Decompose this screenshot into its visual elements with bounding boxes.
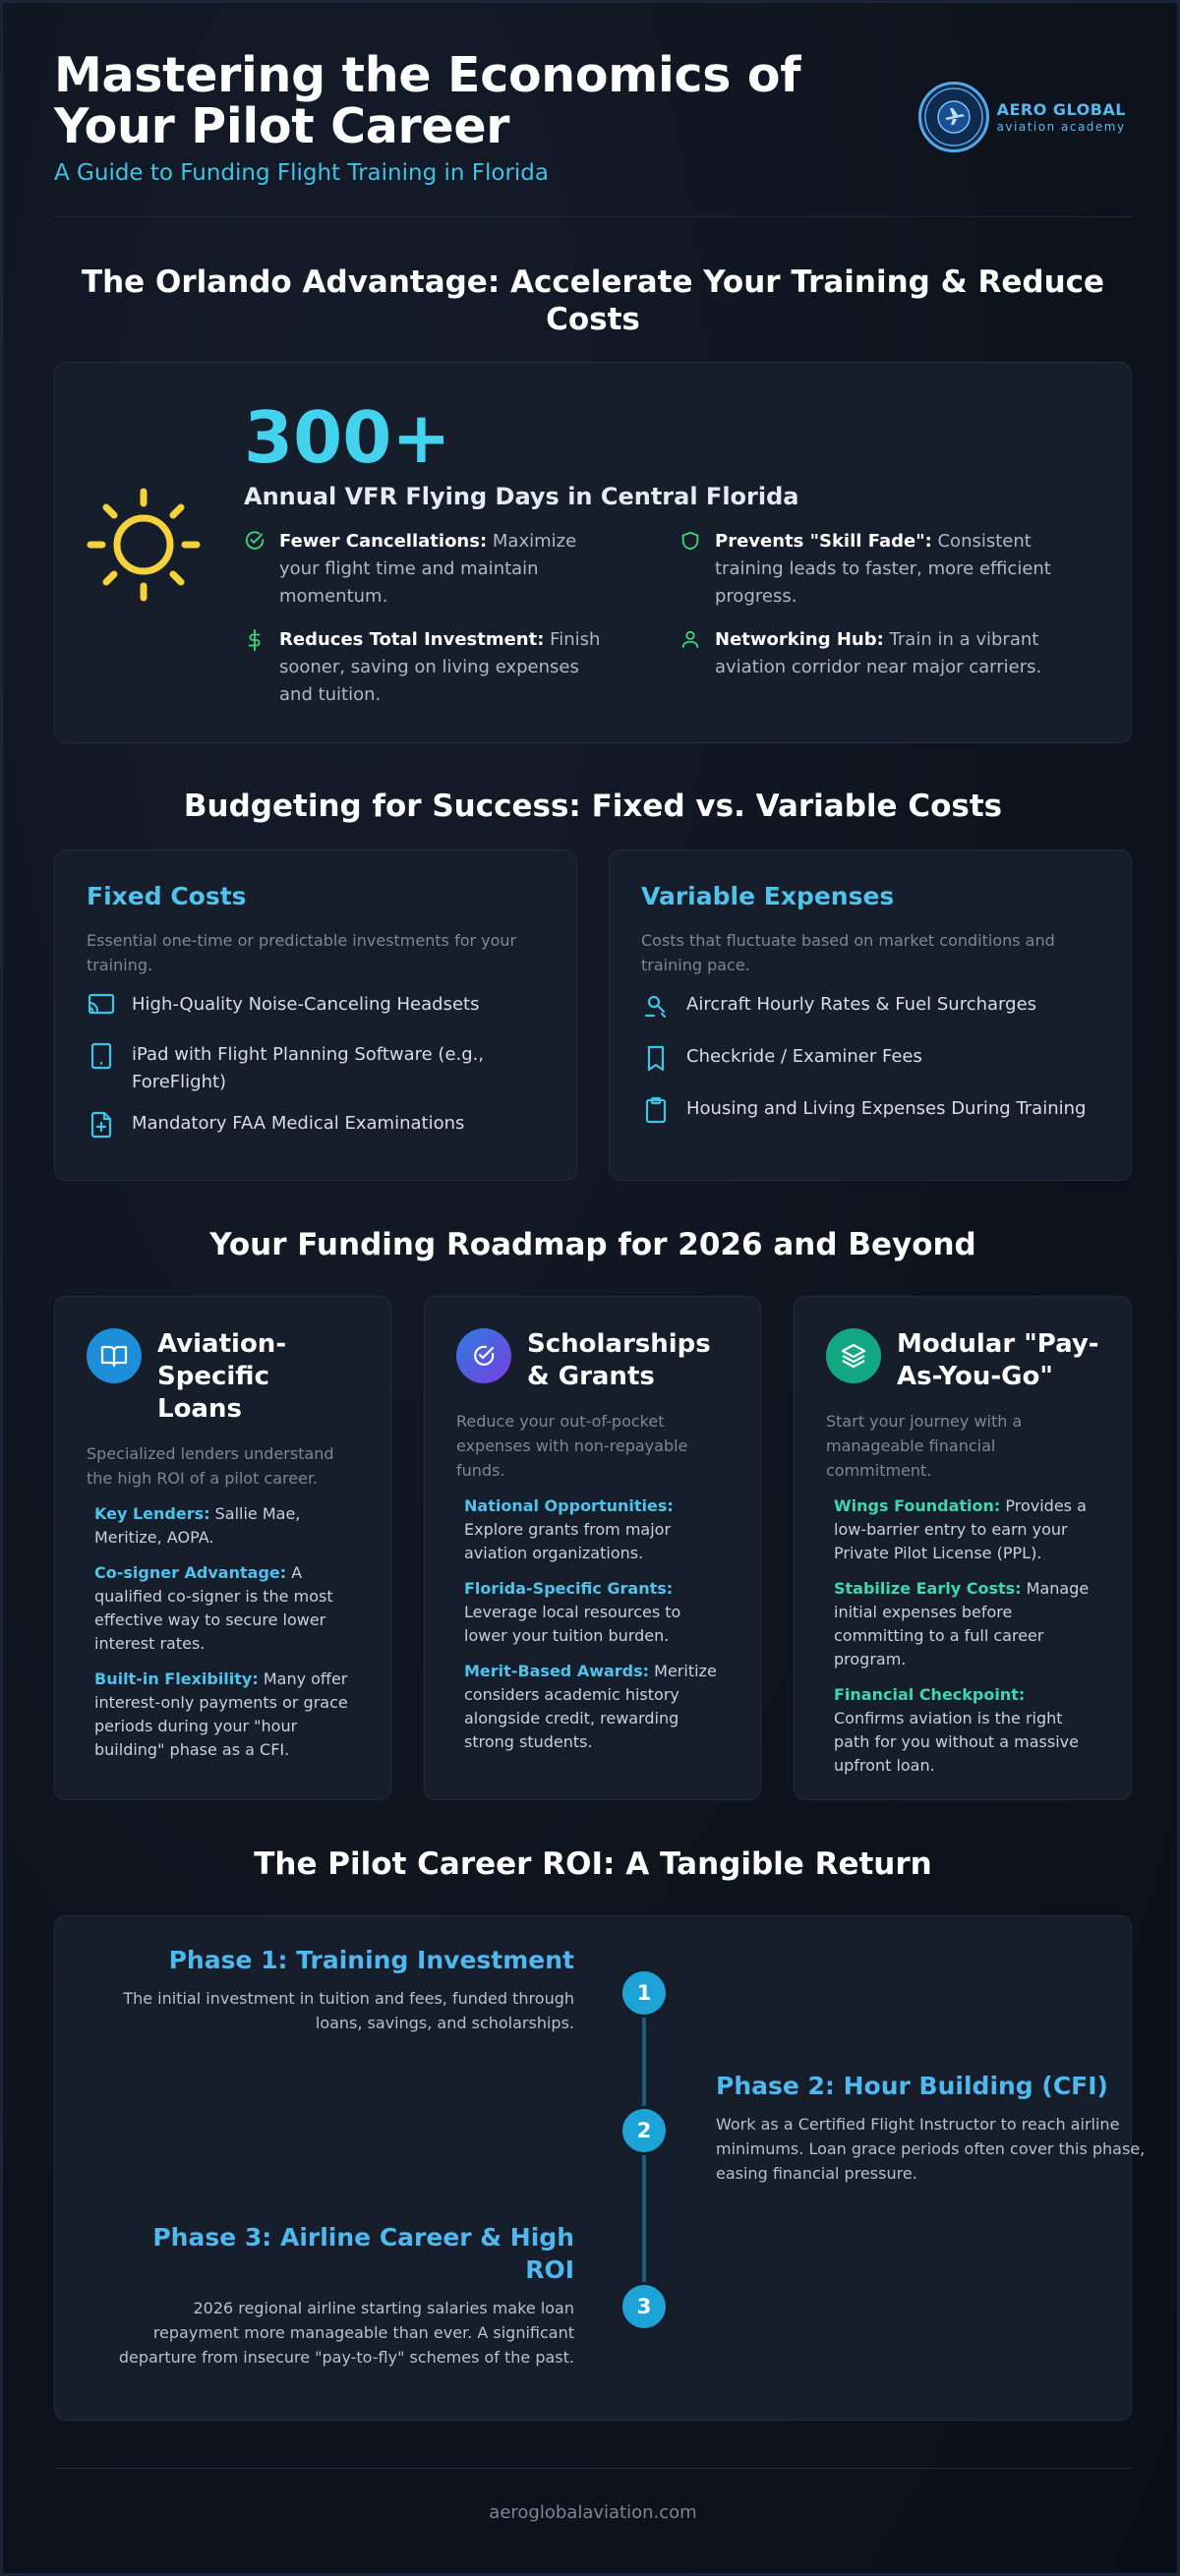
funding-card-title: Aviation-Specific Loans	[157, 1329, 287, 1424]
list-item	[826, 1683, 1099, 1778]
funding-card-modular	[794, 1296, 1132, 1800]
orlando-card	[54, 362, 1132, 743]
list-item	[456, 1660, 729, 1754]
item-text: Meritize considers academic history alongside credit, rewarding strong students.	[464, 1662, 717, 1751]
footer-link[interactable]: aeroglobalaviation.com	[489, 2502, 697, 2523]
item-title: Key Lenders:	[94, 1504, 210, 1523]
bookmark-icon	[641, 1043, 673, 1082]
item-title: Co-signer Advantage:	[94, 1563, 287, 1582]
budget-section-title: Budgeting for Success: Fixed vs. Variable Costs	[183, 789, 1003, 824]
variable-expenses-title: Variable Expenses	[641, 882, 895, 910]
benefit-reduces-investment	[244, 626, 618, 709]
page-subtitle: A Guide to Funding Flight Training in Florida	[54, 160, 549, 186]
benefit-prevents-skill-fade	[679, 528, 1083, 611]
logo-name: AERO GLOBAL	[996, 100, 1126, 119]
benefit-text: Finish sooner, saving on living expenses and tuition.	[279, 629, 601, 705]
cost-item-label: iPad with Flight Planning Software (e.g., ForeFlight)	[132, 1044, 485, 1092]
benefit-title: Fewer Cancellations:	[279, 531, 488, 552]
fixed-costs-title: Fixed Costs	[87, 882, 247, 910]
benefit-text: Train in a vibrant aviation corridor near major carriers.	[715, 629, 1042, 677]
item-title: Wings Foundation:	[834, 1496, 1001, 1515]
flying-days-stat: 300+	[244, 396, 451, 479]
list-item	[456, 1577, 729, 1648]
list-item	[641, 1095, 1099, 1134]
phase-desc: 2026 regional airline starting salaries make loan repayment more manageable than ever. A significant departure from insecure "pay-to-fly" schemes of the past.	[118, 2299, 574, 2367]
item-title: Built-in Flexibility:	[94, 1669, 259, 1688]
list-item	[641, 1043, 1099, 1082]
headset-icon	[87, 991, 118, 1027]
phase-3-marker: 3	[620, 2282, 669, 2331]
logo-tagline: aviation academy	[996, 120, 1126, 134]
phase-1	[112, 1944, 574, 2035]
header	[54, 47, 1132, 219]
item-title: Florida-Specific Grants:	[464, 1579, 674, 1598]
list-item	[826, 1577, 1099, 1671]
benefit-title: Networking Hub:	[715, 629, 884, 650]
cost-item-label: High-Quality Noise-Canceling Headsets	[132, 994, 480, 1015]
variable-expenses-card	[609, 849, 1132, 1181]
footer-divider	[54, 2468, 1132, 2469]
item-text: Sallie Mae, Meritize, AOPA.	[94, 1504, 301, 1547]
item-text: Confirms aviation is the right path for you without a massive upfront loan.	[834, 1709, 1079, 1775]
phase-title: Phase 2: Hour Building (CFI)	[716, 2072, 1108, 2100]
item-text: Manage initial expenses before committing to a full career program.	[834, 1579, 1090, 1669]
benefit-text: Maximize your flight time and maintain momentum.	[279, 531, 577, 607]
cost-item-label: Housing and Living Expenses During Training	[686, 1098, 1087, 1119]
list-item	[826, 1494, 1099, 1565]
phase-title: Phase 1: Training Investment	[168, 1946, 574, 1974]
clipboard-icon	[641, 1095, 673, 1134]
item-title: Stabilize Early Costs:	[834, 1579, 1022, 1598]
benefit-title: Reduces Total Investment:	[279, 629, 545, 650]
header-divider	[54, 216, 1132, 217]
fixed-costs-desc: Essential one-time or predictable investments for your training.	[87, 931, 517, 974]
benefit-networking-hub	[679, 626, 1083, 681]
check-circle-icon	[244, 528, 267, 611]
list-item	[456, 1494, 729, 1565]
fuel-icon	[641, 991, 673, 1029]
flying-days-label: Annual VFR Flying Days in Central Florida	[244, 483, 799, 510]
list-item	[87, 1041, 545, 1096]
funding-card-desc: Start your journey with a manageable financial commitment.	[826, 1412, 1023, 1480]
roi-timeline-card	[54, 1915, 1146, 2421]
shield-icon	[679, 528, 703, 611]
item-text: Provides a low-barrier entry to earn your Private Pilot License (PPL).	[834, 1496, 1087, 1562]
item-title: Merit-Based Awards:	[464, 1662, 650, 1680]
list-item	[87, 1110, 545, 1148]
phase-desc: The initial investment in tuition and fees, funded through loans, savings, and scholarships.	[123, 1989, 574, 2032]
user-icon	[679, 626, 703, 681]
phase-title: Phase 3: Airline Career & High ROI	[152, 2223, 574, 2284]
sun-icon	[85, 486, 203, 608]
dollar-icon	[244, 626, 267, 709]
orlando-section-title: The Orlando Advantage: Accelerate Your Training & Reduce Costs	[81, 264, 1105, 337]
target-icon	[456, 1328, 511, 1383]
phase-2	[716, 2070, 1178, 2186]
cost-item-label: Aircraft Hourly Rates & Fuel Surcharges	[686, 994, 1037, 1015]
fixed-costs-card	[54, 849, 577, 1181]
list-item	[87, 991, 545, 1027]
list-item	[87, 1668, 359, 1762]
tablet-icon	[87, 1041, 118, 1080]
item-text: Many offer interest-only payments or grace periods during your "hour building" phase as a CFI.	[94, 1669, 348, 1759]
phase-3	[112, 2221, 574, 2370]
benefit-text: Consistent training leads to faster, more efficient progress.	[715, 531, 1051, 607]
funding-card-loans	[54, 1296, 391, 1800]
funding-card-desc: Reduce your out-of-pocket expenses with non-repayable funds.	[456, 1412, 688, 1480]
book-icon	[87, 1328, 142, 1383]
medical-file-icon	[87, 1110, 118, 1148]
cost-item-label: Mandatory FAA Medical Examinations	[132, 1113, 465, 1134]
item-text: Leverage local resources to lower your tuition burden.	[464, 1603, 681, 1645]
funding-card-desc: Specialized lenders understand the high ROI of a pilot career.	[87, 1444, 334, 1488]
phase-2-marker: 2	[620, 2106, 669, 2155]
cost-item-label: Checkride / Examiner Fees	[686, 1046, 922, 1067]
item-title: Financial Checkpoint:	[834, 1685, 1026, 1704]
phase-1-marker: 1	[620, 1968, 669, 2018]
funding-card-title: Modular "Pay-As-You-Go"	[897, 1329, 1099, 1391]
logo[interactable]	[918, 82, 1126, 152]
funding-card-scholarships	[424, 1296, 761, 1800]
roi-section-title: The Pilot Career ROI: A Tangible Return	[254, 1846, 932, 1882]
funding-section-title: Your Funding Roadmap for 2026 and Beyond	[209, 1227, 976, 1262]
item-text: Explore grants from major aviation organizations.	[464, 1520, 672, 1562]
funding-card-title: Scholarships & Grants	[527, 1329, 711, 1391]
benefit-title: Prevents "Skill Fade":	[715, 531, 932, 552]
list-item	[641, 991, 1099, 1029]
variable-expenses-desc: Costs that fluctuate based on market conditions and training pace.	[641, 931, 1055, 974]
benefit-fewer-cancellations	[244, 528, 618, 611]
logo-seal-icon	[918, 82, 989, 152]
page-title: Mastering the Economics of Your Pilot Career	[54, 47, 801, 154]
list-item	[87, 1502, 359, 1550]
item-text: A qualified co-signer is the most effective way to secure lower interest rates.	[94, 1563, 333, 1653]
layers-icon	[826, 1328, 881, 1383]
list-item	[87, 1561, 359, 1656]
item-title: National Opportunities:	[464, 1496, 674, 1515]
phase-desc: Work as a Certified Flight Instructor to reach airline minimums. Loan grace periods often cover this phase, easing financial pressure.	[716, 2115, 1146, 2183]
